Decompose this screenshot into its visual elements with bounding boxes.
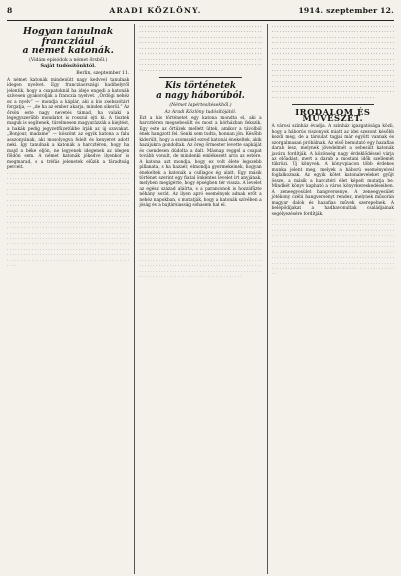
columns: [7, 24, 394, 574]
column-2-top-text: . . . . . . . . . . . . . . . . . . . . . . . . . . . . . . . . . . . . . . . . . . . . . . . . . . . . . . . . . . . . . . . . . . . . . . . . . . . . . . . . . . . . . . . . . . . . . . . . . . . . . . . . . . . . . . . . . . . . . . . . . . . . . . . . . . . . . . . . . . . . . . . . . . . . . . . . . . . . . . . . . . . . . . . . . . . . . . . . . . . . . . . . . . . . . . . . . . . . . . . . . . . . . . . . . . . . . . . . . . . . . . . . . . . . . . . . . . . . . . . . . . . . . . . . . . . . . . . . . . . . . . . . . . . . . . . . . . . . . . . . . . . . . . . . . . . . . . . . . . . . . . . . . . . . . . . . . . . . . . . . . . . . . . . . . . . . . . . . . . . . . . . . . . . . . . . . . . . . . . . . . . . . . . . . . . . . . . . . . . . . . . . . . . . . . . .: [139, 24, 262, 73]
section-divider: [292, 104, 374, 105]
column-2: [134, 24, 261, 574]
article-byline: Saját tudósítónktól.: [40, 62, 96, 69]
article-body: A városi színház évadja. A színház igazgatósága közli, hogy a háborús viszonyok miatt az idei szezont később kezdi meg, de a társulat tagjai már együtt vannak és szorgalmasan próbálnak. Az első bemutató egy hazafias darab lesz, melynek jövedelmét a sebesült katonák javára fordítják. A közönség nagy érdeklődéssel várja az előadást, mert a darab a mostani idők szellemét tükrözi. Új könyvek. A könyvpiacon több érdekes munka jelent meg, melyek a háború eseményeivel foglalkoznak. Az egyik kötet katonaleveleket gyűjt össze, a másik a harcztéri élet képeit mutatja be. Mindkét könyv kapható a város könyvkereskedéseiben. A zeneegyesület hangversenye. A zeneegyesület jótékony czélú hangversenyt rendez, melynek műsorán magyar dalok és hazafias művek szerepelnek. A belépődíjakat a hadbavonultak családjainak segélyezésére fordítják.: [271, 124, 394, 217]
article-title-line2: a nagy háborúból.: [156, 90, 245, 101]
article-subtitle: (Vidám episódok a német őrsből.): [29, 57, 108, 63]
article-body: A német katonák mindenütt nagy kedvvel tanulnak idegen nyelvet. Egy francziaországi hadihelyről jelentik, hogy a csapatoknál ha ideje engedi a katonák szívesen gyakorolják a franczia nyelvet. „Ördögi nehéz ez a nyelv” — mondja a káplár, aki a kis zsebszótárt forgatja, — „de ha az ember akarja, minden sikerül.” Az őrsön este nagy nevetés támad, ha valaki a legegyszerűbb mondatot is rosszul ejti ki. A tisztek maguk is segítenek, türelmesen magyarázzák a kiejtést, a bakák pedig jegyzetfüzetükbe írják az új szavakat. „Bonjour, madame” — köszönt az egyik katona a falu asszonyának, aki mosolyogva felelt és kenyeret adott neki. Így tanulnak a katonák a harcztéren, hogy ha majd a béke eljön, ne legyenek idegenek az idegen földön sem. A német katonák jókedve ilyenkor is megmarad, s a tréfás jelenetek elűzik a fáradtság perceit.: [7, 77, 130, 171]
article-title-line2: a német katonák.: [22, 45, 114, 56]
column-1: [7, 24, 129, 574]
article-title: [7, 27, 129, 56]
column-3: [267, 24, 394, 574]
paper-name: ARADI KÖZLÖNY.: [109, 6, 202, 15]
page-number: 8: [7, 6, 13, 15]
article-byline: Az Aradi Közlöny tudósítójától.: [164, 109, 237, 115]
masthead: [7, 6, 394, 21]
issue-date: 1914. szeptember 12.: [298, 6, 394, 15]
article-body-continued: . . . . . . . . . . . . . . . . . . . . . . . . . . . . . . . . . . . . . . . . . . . . . . . . . . . . . . . . . . . . . . . . . . . . . . . . . . . . . . . . . . . . . . . . . . . . . . . . . . . . . . . . . . . . . . . . . . . . . . . . . . . . . . . . . . . . . . . . . . . . . . . . . . . . . . . . . . . . . . . . . . . . . . . . . . . . . . . . . . . . . . . . . . . . . . . . . . . . . . . . . . . . . . . . . . . . . . . . . . . . . . . . . . . . . . . . . . . . . . . . . . . . . . . . . . . . . . . . . . . . . . . . . . . . . . . . . . . . . . . . . . . . . . . . . . . . . . . . . . . . . . . . . . . . . . . . . . . . . . . . . . . . . . . . . . . . . . . . . . . . . . . . . . . . . . . . . . . . . . . . . . . . . . . . . . . . . . . . . . . . . . . . . . . . . . . . . . . . . . . . . . . . . . . . . . . . . . . . . . . . . . . . . . . . . . . . . . . . . . . . . . . . . . . . . . . . . . . . . . . . . . . . . . . . . . . . . . . . . . . . . . . . . . . . . . . . . . . . . . . . . . . . . . . . . . . . . . . . . . . . . . . . . . . . . . . . . . . . . . . . . . . . . . . . . . . . . . . . . . . . . . . . . . . . . . . . . . . . . .: [139, 208, 262, 280]
article-title-line1: Kis történetek: [165, 81, 236, 92]
section-divider: [159, 77, 241, 78]
article-subtitle: (Német lapértesítésekből.): [169, 103, 232, 109]
article-body-continued: . . . . . . . . . . . . . . . . . . . . . . . . . . . . . . . . . . . . . . . . . . . . . . . . . . . . . . . . . . . . . . . . . . . . . . . . . . . . . . . . . . . . . . . . . . . . . . . . . . . . . . . . . . . . . . . . . . . . . . . . . . . . . . . . . . . . . . . . . . . . . . . . . . . . . . . . . . . . . . . . . . . . . . . . . . . . . . . . . . . . . . . . . . . . . . . . . . . . . . . . . . . . . . . . . . . . . . . . . . . . . . . . . . . . . . . . . . . . . . . . . . . . . . . . . . . . . . . . . . . . . . . . . . . . . . . . . . . . . . . . . . . . . . . . . . . . . . . . . . . . . . . . . . . . . . . . . . . . . . . . . . . . . . . . . . . . . . . . . . . . . . . . . . . . . . . . . . . . . . . . . . . . . . . . . . . . . . . . . . . . . . . . . . . . . . . . . . . . . . . . . . . . . . . . . . . . . . . . . . . . . . . . . . . . . . . . . . . . . . . . . . . . . . . . . . . .: [271, 216, 394, 277]
article-title-line1: Hogyan tanulnak francziául: [23, 26, 114, 47]
article-body: Ezt a kis történetet egy katona mondta el, aki a harcztéren megsebesült és most a kórházban fekszik. Egy este az őrtüzek mellett ültek, amikor a távolból ének hangzott fel. Senki sem tudta, honnan jön. Később kiderült, hogy a szomszéd ezred katonái énekeltek, akik hazájukra gondoltak. Az öreg őrmester levette sapkáját és csendesen dúdolta a dalt. Másnap reggel a csapat tovább vonult, de mindenki emlékezett arra az estére. A katona azt mondja, hogy ez volt élete legszebb pillanata, s ha hazaér, elmondja gyermekeinek, hogyan énekeltek a katonák a csillagos ég alatt. Egy másik történet szerint egy fiatal önkéntes levelet írt anyjának, melyben megígérte, hogy épségben tér vissza. A levelet az egész század aláírta, s a parancsnok is hozzáfűzte néhány sorát. Az ilyen apró események adnak erőt a nehéz napokban, s mutatják, hogy a katonák szívében a jóság és a bajtársiasság sohasem hal el.: [139, 115, 262, 209]
article-body-continued: . . . . . . . . . . . . . . . . . . . . . . . . . . . . . . . . . . . . . . . . . . . . . . . . . . . . . . . . . . . . . . . . . . . . . . . . . . . . . . . . . . . . . . . . . . . . . . . . . . . . . . . . . . . . . . . . . . . . . . . . . . . . . . . . . . . . . . . . . . . . . . . . . . . . . . . . . . . . . . . . . . . . . . . . . . . . . . . . . . . . . . . . . . . . . . . . . . . . . . . . . . . . . . . . . . . . . . . . . . . . . . . . . . . . . . . . . . . . . . . . . . . . . . . . . . . . . . . . . . . . . . . . . . . . . . . . . . . . . . . . . . . . . . . . . . . . . . . . . . . . . . . . . . . . . . . . . . . . . . . . . . . . . . . . . . . . . . . . . . . . . . . . . . . . . . . . . . . . . . . . . . . . . . . . . . . . . . . . . . . . . . . . . . . . . . . . . . . . . . . . . . . . . . . . . . . . . . . . . . . . . . . . . . . . . . . . . . . . . . . . . . . . . . . . . . . . . . . . . . . . . . . . . . . . . . . . . . . . . . . . . . . . . . . . . . . . . . . . . . . . . . . . . . . . . . . . . . . . . . . . . . . . . . . . . . . . . . . . . . . . . . . . . . . . . . . . . . . . . . . . . . . . . . . . . . . . . . . . . . . . . . . . . . . . . . . . . . . . . . . . . . . . . . . . . . . . . . . . . . . . . . . . . . . . . . . . . . . . . . . . . . . . . . . . . . . . . . . . . . . . . . . . . . . . . . . . . . . . . . . . . . . . . . . . . . . . . . . . . . . . . . . . . . . . . . . . . . . . . . . . . . . . . . . . . . . . . . . . . . . . . . . . . . . . . . . . . . . . . . . . . . . . . . . . .: [7, 170, 130, 269]
section-title: IRODALOM ÉS MŰVÉSZET.: [295, 107, 371, 123]
article-title: [139, 82, 261, 101]
article-dateline: Berlin, szeptember 11.: [76, 71, 130, 77]
column-3-top-text: . . . . . . . . . . . . . . . . . . . . . . . . . . . . . . . . . . . . . . . . . . . . . . . . . . . . . . . . . . . . . . . . . . . . . . . . . . . . . . . . . . . . . . . . . . . . . . . . . . . . . . . . . . . . . . . . . . . . . . . . . . . . . . . . . . . . . . . . . . . . . . . . . . . . . . . . . . . . . . . . . . . . . . . . . . . . . . . . . . . . . . . . . . . . . . . . . . . . . . . . . . . . . . . . . . . . . . . . . . . . . . . . . . . . . . . . . . . . . . . . . . . . . . . . . . . . . . . . . . . . . . . . . . . . . . . . . . . . . . . . . . . . . . . . . . . . . . . . . . . . . . . . . . . . . . . . . . . . . . . . . . . . . . . . . . . . . . . . . . . . . . . . . . . . . . . . . . . . . . . . . . . . . . . . . . . . . . . . . . . . . . . . . . . . . . . . . . . . . . . . . . . . . . . . . . . . . . . . . . . . . . . . . . . . . . . . . . . . . . . . . . . . . . . . . . . . . . . . . . . . . . . . . . . . . . . . . . . . . . . . . . . . . . . . . . . . . . . . . . . . . . . . . . . . . . . . . . . . . . . . . . . . . . . . . . . . . . . . . . . . . . . . . . . . . . . . . . . . . . . . . . . . . . . . . . . . . . . . . . . . . . . . . . . . . . . . . . . . . . . . . . . . . . . . . . . . . . . . . . . . . . .: [271, 24, 394, 100]
